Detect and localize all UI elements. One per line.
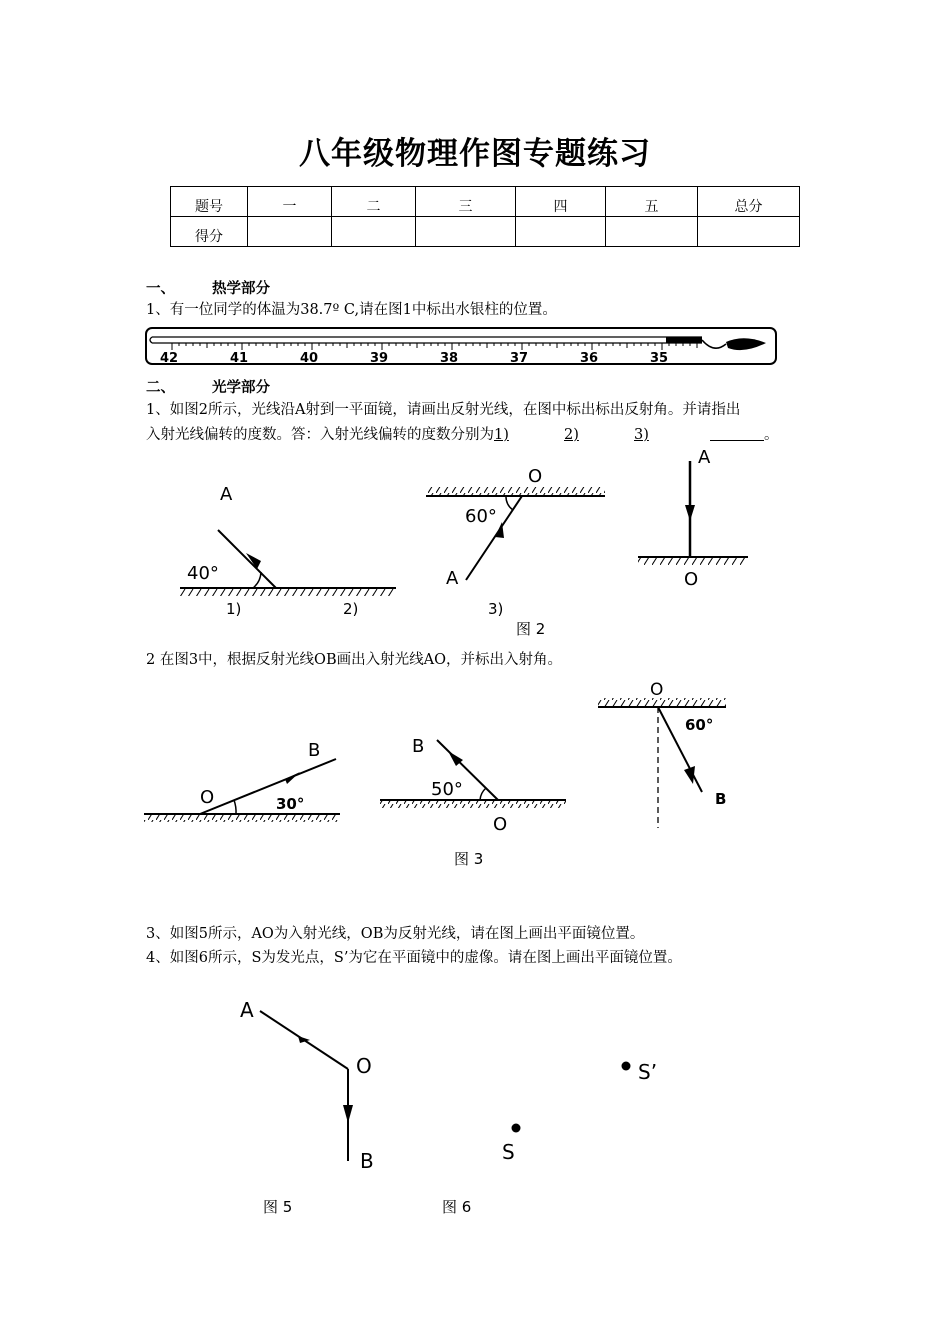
question-text: 1、如图2所示，光线沿A射到一平面镜，请画出反射光线，在图中标出标出反射角。并请指出 bbox=[146, 402, 741, 418]
incident-ray bbox=[218, 530, 276, 588]
label-o: O bbox=[200, 787, 215, 808]
answer-blank-2[interactable]: 2) bbox=[564, 427, 579, 443]
angle-arc bbox=[253, 572, 261, 588]
question-text: 2 在图3中，根据反射光线OB画出入射光线AO，并标出入射角。 bbox=[146, 652, 562, 668]
figure-2 bbox=[140, 445, 780, 645]
fig2-diagram-1 bbox=[180, 484, 396, 596]
angle-label: 40° bbox=[187, 563, 219, 584]
fig3-diagram-2 bbox=[380, 736, 566, 835]
score-input-cell[interactable] bbox=[516, 217, 606, 247]
angle-arc bbox=[506, 496, 513, 510]
point-s bbox=[512, 1124, 521, 1133]
mirror-hatching bbox=[638, 558, 748, 565]
table-cell: 二 bbox=[332, 187, 416, 217]
fig3-diagram-1 bbox=[144, 740, 340, 822]
fig3-diagram-3 bbox=[598, 680, 726, 828]
label-b: B bbox=[412, 736, 425, 757]
angle-label: 60° bbox=[465, 506, 497, 527]
fig6-diagram bbox=[442, 1060, 657, 1216]
tick-label: 42 bbox=[160, 351, 179, 366]
label-o: O bbox=[528, 466, 543, 487]
table-cell: 总分 bbox=[698, 187, 800, 217]
tick-label: 40 bbox=[300, 351, 319, 366]
label-o: O bbox=[493, 814, 508, 835]
thermometer-figure bbox=[144, 326, 780, 368]
score-input-cell[interactable] bbox=[698, 217, 800, 247]
mirror-hatching bbox=[180, 589, 396, 596]
angle-arc bbox=[480, 788, 486, 800]
label-o: O bbox=[684, 569, 699, 590]
fig5-diagram bbox=[240, 998, 374, 1216]
tick-label: 35 bbox=[650, 351, 669, 366]
section-2-label: 二、 bbox=[146, 379, 175, 396]
answer-blank-3[interactable]: 3) bbox=[634, 427, 649, 443]
label-b: B bbox=[715, 790, 727, 808]
reflected-ray bbox=[200, 759, 336, 814]
sub-label: 3) bbox=[488, 600, 504, 618]
ray-arrow-icon bbox=[343, 1105, 353, 1123]
label-b: B bbox=[308, 740, 321, 761]
ray-arrow-icon bbox=[684, 766, 695, 784]
question-text-prefix: 入射光线偏转的度数。答：入射光线偏转的度数分别为 bbox=[146, 427, 494, 443]
table-cell: 五 bbox=[606, 187, 698, 217]
angle-label: 60° bbox=[685, 716, 714, 734]
angle-label: 50° bbox=[431, 779, 463, 800]
mirror-hatching bbox=[426, 487, 605, 495]
angle-label: 30° bbox=[276, 795, 305, 813]
section-1-label: 一、 bbox=[146, 280, 175, 297]
figure-caption: 图 6 bbox=[442, 1198, 472, 1216]
figure-caption: 图 2 bbox=[516, 620, 546, 638]
label-a: A bbox=[220, 484, 233, 505]
score-input-cell[interactable] bbox=[416, 217, 516, 247]
angle-arc bbox=[234, 800, 236, 814]
sub-label: 2) bbox=[343, 600, 359, 618]
tick-label: 37 bbox=[510, 351, 529, 366]
tick-label: 38 bbox=[440, 351, 459, 366]
table-cell: 三 bbox=[416, 187, 516, 217]
label-b: B bbox=[360, 1149, 374, 1173]
table-cell: 一 bbox=[248, 187, 332, 217]
label-o: O bbox=[650, 680, 664, 700]
fig2-diagram-3 bbox=[638, 447, 748, 590]
question-text: 3、如图5所示，AO为入射光线，OB为反射光线，请在图上画出平面镜位置。 bbox=[146, 926, 645, 942]
label-s: S bbox=[502, 1140, 515, 1164]
label-a: A bbox=[240, 998, 254, 1022]
sub-label: 1) bbox=[226, 600, 242, 618]
answer-blank-4[interactable] bbox=[710, 425, 764, 441]
question-text bbox=[146, 424, 779, 446]
tick-label: 39 bbox=[370, 351, 389, 366]
label-o: O bbox=[356, 1054, 372, 1078]
question-text: 4、如图6所示，S为发光点，S’为它在平面镜中的虚像。请在图上画出平面镜位置。 bbox=[146, 950, 682, 966]
score-input-cell[interactable] bbox=[248, 217, 332, 247]
table-row bbox=[171, 217, 800, 247]
tick-label: 41 bbox=[230, 351, 249, 366]
fig2-diagram-2 bbox=[426, 466, 605, 589]
figure-3 bbox=[140, 676, 760, 871]
ray-arrow-icon bbox=[285, 772, 300, 784]
question-text-end: 。 bbox=[764, 427, 779, 443]
table-cell: 题号 bbox=[171, 187, 248, 217]
section-2-title: 光学部分 bbox=[212, 379, 270, 396]
point-s-prime bbox=[622, 1062, 631, 1071]
figure-5-6 bbox=[140, 985, 740, 1225]
table-cell: 四 bbox=[516, 187, 606, 217]
figure-caption: 图 5 bbox=[263, 1198, 293, 1216]
mercury-column bbox=[666, 337, 702, 343]
section-1-title: 热学部分 bbox=[212, 280, 270, 297]
answer-blank-1[interactable]: 1) bbox=[494, 427, 509, 443]
score-input-cell[interactable] bbox=[332, 217, 416, 247]
score-table bbox=[170, 186, 800, 247]
label-a: A bbox=[446, 568, 459, 589]
ray-arrow-icon bbox=[685, 505, 695, 521]
mirror-hatching bbox=[380, 801, 566, 808]
label-s-prime: S’ bbox=[638, 1060, 658, 1084]
score-input-cell[interactable] bbox=[606, 217, 698, 247]
table-cell: 得分 bbox=[171, 217, 248, 247]
figure-caption: 图 3 bbox=[454, 850, 484, 868]
tick-label: 36 bbox=[580, 351, 599, 366]
page-title: 八年级物理作图专题练习 bbox=[299, 136, 651, 172]
mirror-hatching bbox=[144, 815, 340, 822]
label-a: A bbox=[698, 447, 711, 468]
table-row bbox=[171, 187, 800, 217]
question-text: 1、有一位同学的体温为38.7º C,请在图1中标出水银柱的位置。 bbox=[146, 302, 557, 318]
